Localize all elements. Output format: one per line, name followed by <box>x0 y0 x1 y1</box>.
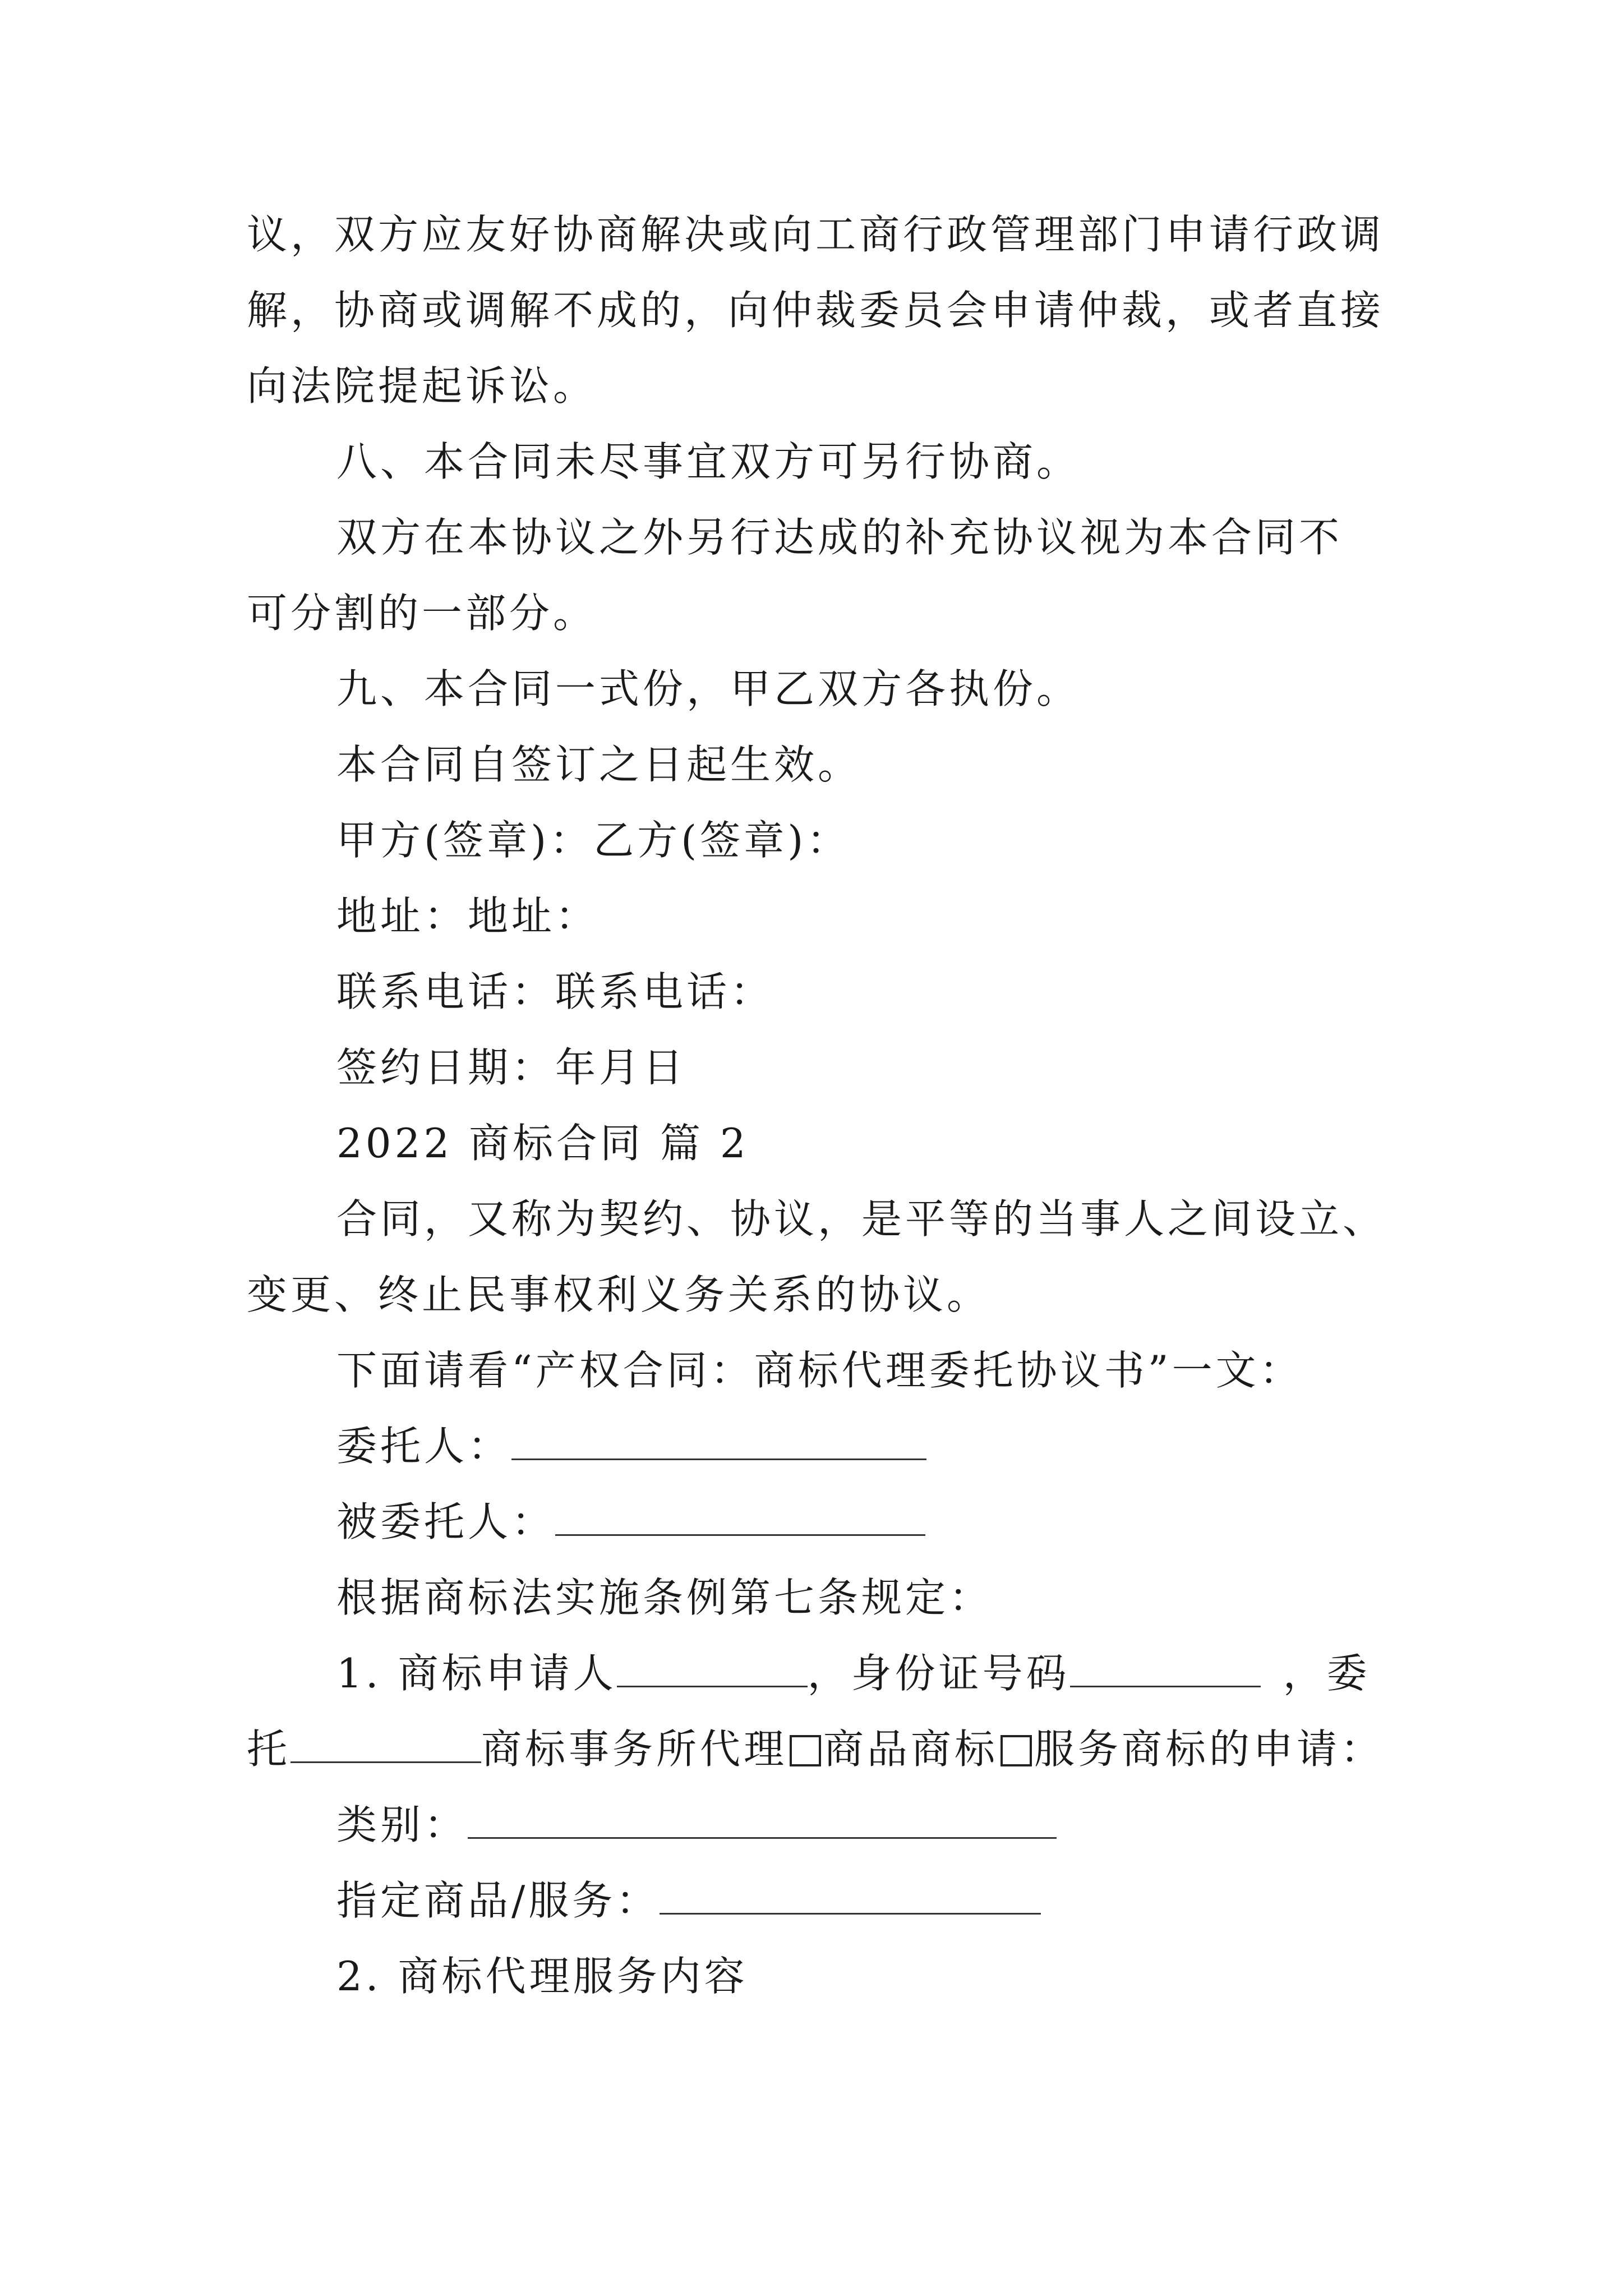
section-item: 2. 商标代理服务内容 <box>336 1953 748 2000</box>
entrust-line <box>247 1721 1384 1777</box>
category-blank[interactable] <box>468 1798 1057 1839</box>
section-heading: 2022 商标合同 篇 2 <box>336 1120 749 1167</box>
agency-label: 商标事务所代理 <box>481 1726 788 1773</box>
paragraph-line: 变更、终止民事权利义务关系的协议。 <box>247 1271 991 1318</box>
id-number-blank[interactable] <box>1070 1646 1261 1687</box>
category-line <box>336 1797 1057 1853</box>
applicant-label: 1. 商标申请人 <box>336 1650 617 1697</box>
goods-trademark-checkbox[interactable] <box>790 1735 821 1766</box>
agency-blank[interactable] <box>291 1722 481 1763</box>
principal-blank[interactable] <box>511 1419 926 1460</box>
clause-nine: 九、本合同一式份，甲乙双方各执份。 <box>336 665 1081 712</box>
paragraph-line: 向法院提起诉讼。 <box>247 362 597 409</box>
applicant-line <box>336 1645 1371 1701</box>
applicant-blank[interactable] <box>617 1646 808 1687</box>
effective-clause: 本合同自签订之日起生效。 <box>336 741 862 788</box>
phone-line: 联系电话：联系电话： <box>336 968 774 1015</box>
paragraph-line: 下面请看“产权合同：商标代理委托协议书”一文： <box>336 1347 1303 1394</box>
signature-line: 甲方(签章)：乙方(签章)： <box>336 817 851 864</box>
agent-blank[interactable] <box>555 1495 925 1536</box>
sign-date-line: 签约日期：年月日 <box>336 1044 687 1091</box>
principal-label: 委托人： <box>336 1423 512 1470</box>
principal-line <box>336 1418 926 1474</box>
goods-services-line <box>336 1872 1041 1929</box>
entrust-label: ，委 <box>1283 1650 1371 1697</box>
service-trademark-checkbox[interactable] <box>1000 1735 1032 1766</box>
service-trademark-label: 服务商标的申请： <box>1034 1726 1385 1773</box>
paragraph-line: 合同，又称为契约、协议，是平等的当事人之间设立、 <box>336 1195 1387 1243</box>
goods-services-label: 指定商品/服务： <box>336 1877 660 1924</box>
agent-line <box>336 1494 925 1550</box>
goods-trademark-label: 商品商标 <box>823 1726 999 1773</box>
agent-label: 被委托人： <box>336 1498 556 1545</box>
goods-services-blank[interactable] <box>660 1874 1041 1915</box>
category-label: 类别： <box>336 1801 468 1848</box>
paragraph-line: 议，双方应友好协商解决或向工商行政管理部门申请行政调 <box>247 211 1385 258</box>
clause-eight: 八、本合同未尽事宜双方可另行协商。 <box>336 438 1081 485</box>
paragraph-line: 双方在本协议之外另行达成的补充协议视为本合同不 <box>336 514 1343 561</box>
paragraph-line: 根据商标法实施条例第七条规定： <box>336 1574 993 1621</box>
id-number-label: ，身份证号码 <box>807 1650 1070 1697</box>
paragraph-line: 解，协商或调解不成的，向仲裁委员会申请仲裁，或者直接 <box>247 287 1385 334</box>
paragraph-line: 可分割的一部分。 <box>247 590 597 637</box>
entrust-cont-label: 托 <box>247 1726 291 1773</box>
address-line: 地址：地址： <box>336 892 600 940</box>
